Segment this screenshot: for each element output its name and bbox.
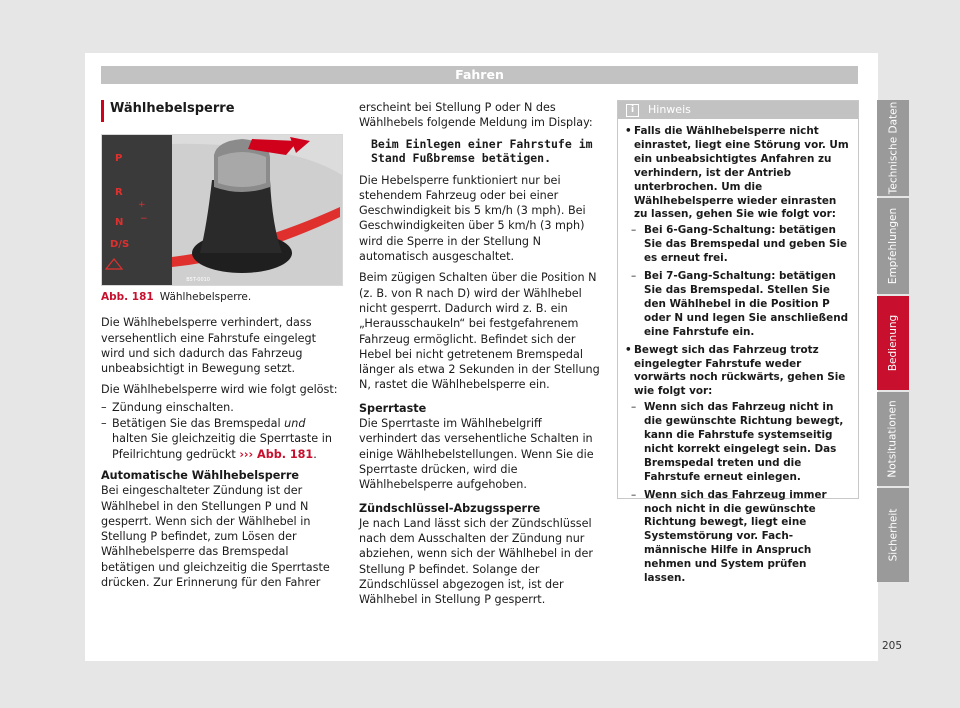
gear-selector-illustration (102, 135, 342, 285)
paragraph: erscheint bei Stellung P oder N des Wählhebels folgende Meldung im Display: (359, 101, 593, 130)
tab-bedienung[interactable] (877, 296, 909, 390)
note-body (618, 119, 858, 596)
tab-label: Bedienung (887, 314, 899, 372)
tab-label: Notsituationen (887, 400, 899, 478)
note-bullet: • Bewegt sich das Fahrzeug trotz eingelegter Fahrstufe weder vorwärts noch rückwärts, gehen Sie wie folgt vor: (625, 344, 850, 400)
tab-label: Sicherheit (887, 508, 900, 562)
tab-technische-daten[interactable] (877, 100, 909, 196)
svg-text:B5T-0010: B5T-0010 (186, 277, 210, 283)
paragraph: Die Hebelsperre funktioniert nur bei stehendem Fahrzeug oder bei einer Geschwindigkeit bis 5 km/h (3 mph). Bei Geschwindigkeiten über 5 km/h (3 mph) wird die Sperre in der Stellung N automatisch ausgeschaltet. (359, 173, 586, 264)
subheading: Sperrtaste (359, 401, 427, 415)
position-label-r: R (115, 187, 123, 198)
list-item: – Zündung einschalten. (101, 400, 343, 415)
page-number: 205 (881, 640, 903, 652)
note-header (618, 101, 858, 119)
column-middle (359, 100, 603, 614)
svg-text:−: − (140, 214, 148, 224)
figure-reference-link[interactable]: ››› Abb. 181 (239, 447, 314, 461)
position-label-ds: D/S (110, 239, 130, 250)
position-label-p: P (115, 153, 123, 164)
paragraph: Die Wählhebelsperre verhindert, dass versehentlich eine Fahrstufe eingelegt wird und sich dadurch das Fahrzeug unbeabsichtigt in Bewegung setzt. (101, 316, 316, 376)
note-subitem: – Wenn sich das Fahrzeug immer noch nicht in die gewünschte Richtung bewegt, liegt eine Systemstörung vor. Fachmännische Hilfe in Anspruch nehmen und System prüfen lassen. (625, 489, 850, 586)
info-icon: i (626, 104, 639, 117)
list-item (101, 416, 343, 462)
note-title: Hinweis (648, 103, 691, 116)
note-subitem: – Bei 6-Gang-Schaltung: betätigen Sie das Bremspedal und geben Sie es erneut frei. (625, 224, 850, 266)
paragraph: Bei eingeschalteter Zündung ist der Wählhebel in den Stellungen P und N gesperrt. Wenn sich der Wählhebel in Stellung P befindet, zum Lösen der Wählhebelsperre das Bremspedal betätigen und gleichzeitig die Sperrtaste drücken. Zur Erinnerung für den Fahrer (101, 484, 330, 590)
figure-number: Abb. 181 (101, 291, 154, 303)
note-subitem: – Bei 7-Gang-Schaltung: betätigen Sie das Bremspedal. Stellen Sie den Wählhebel in die Position P oder N und legen Sie anschließend eine Fahrstufe ein. (625, 270, 850, 340)
steps-list (101, 400, 343, 462)
note-subitem: – Wenn sich das Fahrzeug nicht in die gewünschte Richtung bewegt, kann die Fahrstufe systemseitig nicht korrekt eingelegt sein. Das Bremspedal treten und die Fahrstufe erneut einlegen. (625, 401, 850, 484)
list-emphasis: und (284, 417, 306, 431)
figure-caption-text: Wählhebelsperre. (159, 291, 252, 303)
subheading: Zündschlüssel-Abzugssperre (359, 501, 541, 515)
subheading: Automatische Wählhebelsperre (101, 468, 299, 482)
note-box (617, 100, 859, 585)
display-message: Beim Einlegen einer Fahrstufe im Stand Fußbremse betätigen. (371, 136, 593, 165)
column-left (101, 100, 343, 596)
svg-text:+: + (138, 200, 146, 210)
paragraph: Die Wählhebelsperre wird wie folgt gelöst: (101, 383, 338, 397)
position-label-n: N (115, 217, 124, 228)
list-text: . (313, 447, 317, 461)
list-text: halten Sie gleichzeitig die Sperrtaste in Pfeilrichtung gedrückt (112, 432, 332, 461)
section-title: Wählhebelsperre (101, 100, 343, 122)
page-header: Fahren (101, 66, 858, 84)
list-text: Betätigen Sie das Bremspedal (112, 417, 285, 431)
paragraph: Die Sperrtaste im Wählhebelgriff verhindert das versehentliche Schalten in einige Wählhebelstellungen. Wenn Sie die Sperrtaste drücken, wird die Wählhebelsperre aufgehoben. (359, 417, 594, 492)
tab-empfehlungen[interactable] (877, 198, 909, 294)
tab-label: Technische Daten (887, 101, 900, 195)
paragraph: Je nach Land lässt sich der Zündschlüssel nach dem Ausschalten der Zündung nur abziehen, wenn sich der Wählhebel in der Stellung P befindet. Solange der Zündschlüssel abgezogen ist, ist der Wählhebel in Stellung P gesperrt. (359, 516, 594, 607)
tab-notsituationen[interactable] (877, 392, 909, 486)
paragraph: Beim zügigen Schalten über die Position N (z. B. von R nach D) wird der Wählhebel nicht gesperrt. Dadurch wird z. B. ein „Herausschaukeln“ bei festgefahrenem Fahrzeug ermöglicht. Befindet sich der Hebel bei nicht getretenem Bremspedal länger als etwa 2 Sekunden in der Stellung N, rastet die Wählhebelsperre ein. (359, 271, 600, 392)
tab-label: Empfehlungen (887, 207, 900, 285)
tab-sicherheit[interactable] (877, 488, 909, 582)
figure-gear-selector (101, 134, 343, 286)
note-bullet: • Falls die Wählhebelsperre nicht einrastet, liegt eine Störung vor. Um ein unbeabsichtigtes Anfahren zu verhindern, ist der Antrieb unterbrochen. Um die Wählhebelsperre wieder einrasten zu lassen, gehen Sie wie folgt vor: (625, 125, 850, 222)
figure-caption (101, 290, 343, 305)
